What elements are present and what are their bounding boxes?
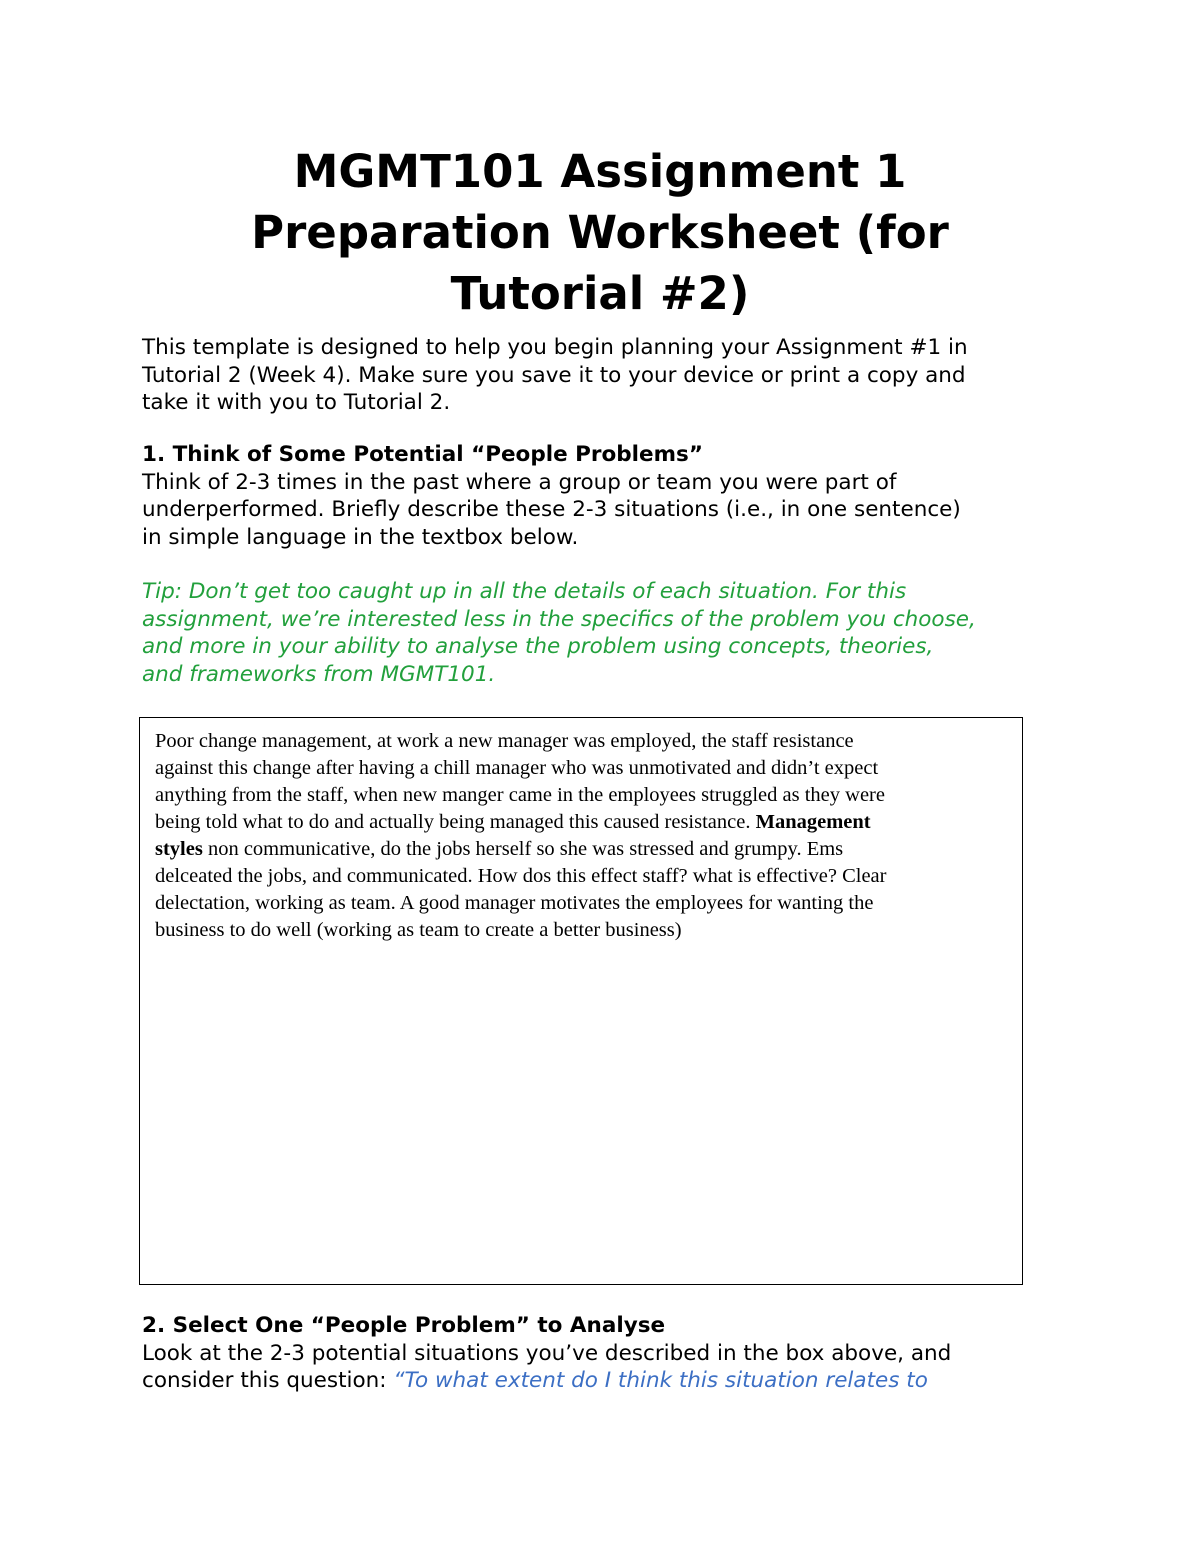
section-1-line: Think of 2-3 times in the past where a group or team you were part of: [142, 469, 897, 495]
section-2-heading: 2. Select One “People Problem” to Analyse: [142, 1313, 666, 1338]
intro-paragraph: [142, 334, 1072, 417]
section-2-text-run: consider this question:: [142, 1368, 394, 1393]
answer-line: anything from the staff, when new manger came in the employees struggled as they were: [155, 784, 885, 806]
tip-line: and frameworks from MGMT101.: [142, 661, 496, 687]
tip-paragraph: [142, 578, 1072, 688]
answer-text[interactable]: [155, 728, 1015, 944]
section-2: [142, 1312, 1072, 1395]
answer-text-run: being told what to do and actually being managed this caused resistance.: [155, 811, 756, 833]
answer-line: business to do well (working as team to create a better business): [155, 919, 682, 941]
answer-line: against this change after having a chill manager who was unmotivated and didn’t expect: [155, 757, 879, 779]
answer-bold-run: styles: [155, 838, 203, 860]
answer-line: [155, 836, 1015, 863]
answer-line: [155, 809, 1015, 836]
section-2-quote: “To what extent do I think this situation relates to: [393, 1368, 928, 1393]
answer-textbox[interactable]: [139, 717, 1023, 1285]
answer-line: Poor change management, at work a new manager was employed, the staff resistance: [155, 730, 854, 752]
section-2-line: [142, 1367, 1072, 1395]
tip-line: Tip: Don’t get too caught up in all the details of each situation. For this: [142, 579, 907, 604]
section-1: [142, 441, 1072, 551]
document-title: [100, 141, 1100, 324]
section-2-line: Look at the 2-3 potential situations you’ve described in the box above, and: [142, 1340, 952, 1366]
title-line: Tutorial #2): [450, 267, 750, 320]
section-1-line: in simple language in the textbox below.: [142, 524, 579, 550]
answer-bold-run: Management: [755, 811, 871, 833]
tip-line: and more in your ability to analyse the problem using concepts, theories,: [142, 634, 934, 659]
intro-line: take it with you to Tutorial 2.: [142, 390, 451, 415]
section-1-heading: 1. Think of Some Potential “People Problems”: [142, 442, 703, 467]
answer-text-run: non communicative, do the jobs herself so she was stressed and grumpy. Ems: [202, 838, 844, 860]
tip-line: assignment, we’re interested less in the specifics of the problem you choose,: [142, 606, 976, 632]
title-line: MGMT101 Assignment 1: [293, 145, 907, 198]
section-1-line: underperformed. Briefly describe these 2-3 situations (i.e., in one sentence): [142, 497, 961, 522]
intro-line: This template is designed to help you begin planning your Assignment #1 in: [142, 335, 968, 360]
intro-line: Tutorial 2 (Week 4). Make sure you save it to your device or print a copy and: [142, 362, 966, 388]
title-line: Preparation Worksheet (for: [251, 206, 949, 259]
answer-line: delectation, working as team. A good manager motivates the employees for wanting the: [155, 892, 874, 914]
answer-line: delceated the jobs, and communicated. How dos this effect staff? what is effective? Clear: [155, 865, 887, 887]
